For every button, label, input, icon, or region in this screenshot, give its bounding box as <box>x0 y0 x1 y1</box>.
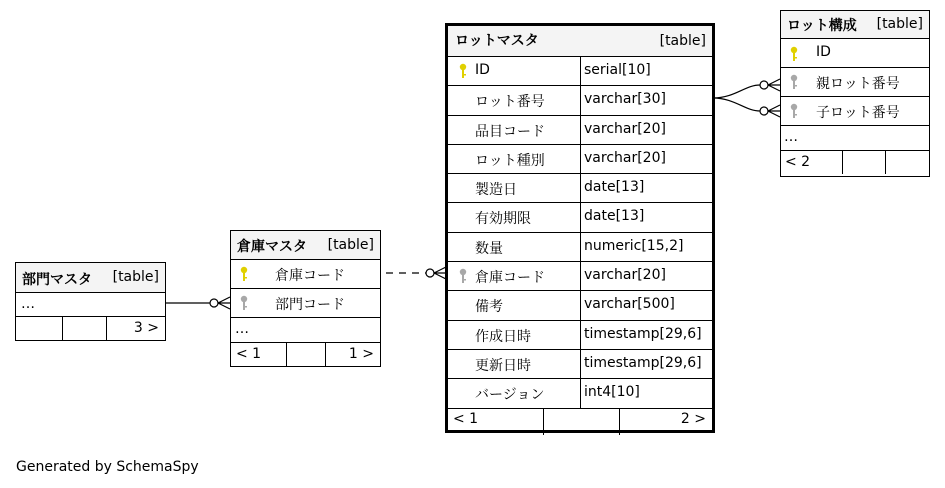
column-divider <box>580 174 581 202</box>
table-row-column[interactable] <box>781 68 929 97</box>
foreign-key-icon <box>239 295 249 311</box>
table-name: ロット構成 <box>787 18 857 34</box>
column-divider <box>580 86 581 114</box>
edge-lot-parent <box>713 85 760 98</box>
column-type: varchar[20] <box>584 149 666 166</box>
table-name: 部門マスタ <box>22 272 92 288</box>
column-type: numeric[15,2] <box>584 237 684 254</box>
column-name: ID <box>475 62 490 78</box>
column-name: 備考 <box>475 299 503 316</box>
table-row-column[interactable] <box>781 97 929 126</box>
edge-lot-child-crow <box>768 105 780 117</box>
footer-divider <box>619 409 620 435</box>
table-footer <box>16 317 165 340</box>
column-type: serial[10] <box>584 62 651 78</box>
footer-parents-count: < 1 <box>453 410 479 427</box>
column-type: int4[10] <box>584 384 640 401</box>
column-name: ロット番号 <box>475 94 545 111</box>
primary-key-icon <box>239 266 249 282</box>
primary-key-icon <box>458 63 468 79</box>
table-name: ロットマスタ <box>455 33 539 49</box>
column-list <box>448 57 712 409</box>
column-type: varchar[500] <box>584 296 675 313</box>
column-name: 親ロット番号 <box>816 76 900 92</box>
column-name: 数量 <box>475 240 503 257</box>
footer-parents-count: < 2 <box>785 154 811 170</box>
column-name: 製造日 <box>475 182 517 199</box>
column-divider <box>580 321 581 349</box>
foreign-key-icon <box>458 268 468 284</box>
table-kind: [table] <box>112 269 159 285</box>
column-divider <box>580 379 581 407</box>
table-footer <box>781 151 929 174</box>
column-divider <box>580 203 581 231</box>
column-name: 有効期限 <box>475 211 531 228</box>
column-divider <box>580 262 581 290</box>
table-row-ellipsis <box>16 293 165 317</box>
ellipsis-text: … <box>784 129 798 145</box>
table-row-ellipsis <box>781 126 929 151</box>
column-name: バージョン <box>475 387 545 404</box>
table-row-ellipsis <box>231 318 380 343</box>
column-type: date[13] <box>584 179 645 196</box>
generated-by-caption: Generated by SchemaSpy <box>16 459 199 475</box>
edge-bumon-souko-zero <box>210 299 218 307</box>
table-kind: [table] <box>327 237 374 253</box>
table-row-column[interactable] <box>448 233 712 262</box>
table-row-column[interactable] <box>448 86 712 115</box>
table-row-column[interactable] <box>448 116 712 145</box>
footer-children-count: 2 > <box>680 410 706 427</box>
footer-divider <box>885 151 886 174</box>
table-row-column[interactable] <box>448 291 712 320</box>
column-type: varchar[20] <box>584 120 666 137</box>
footer-divider <box>842 151 843 174</box>
column-name: 部門コード <box>275 297 345 313</box>
column-divider <box>580 233 581 261</box>
table-row-column[interactable] <box>448 262 712 291</box>
table-name: 倉庫マスタ <box>237 239 307 255</box>
footer-divider <box>286 343 287 366</box>
column-type: varchar[30] <box>584 91 666 108</box>
table-footer <box>448 409 712 435</box>
edge-lot-child <box>713 98 760 111</box>
column-name: 品目コード <box>475 123 545 140</box>
table-row-column[interactable] <box>448 174 712 203</box>
ellipsis-text: … <box>21 296 35 312</box>
column-type: varchar[20] <box>584 267 666 284</box>
footer-divider <box>106 317 107 340</box>
column-name: 倉庫コード <box>475 270 545 287</box>
edge-lot-child-zero <box>760 107 768 115</box>
column-name: ロット種別 <box>475 152 545 169</box>
table-header <box>231 231 380 260</box>
table-kind: [table] <box>659 33 706 49</box>
table-row-column[interactable] <box>231 289 380 318</box>
footer-children-count: 1 > <box>348 346 374 362</box>
table-row-column[interactable] <box>448 203 712 232</box>
column-name: 子ロット番号 <box>816 105 900 121</box>
table-header <box>448 26 712 57</box>
table-row-column[interactable] <box>231 260 380 289</box>
column-type: timestamp[29,6] <box>584 325 702 342</box>
footer-parents-count: < 1 <box>236 346 262 362</box>
table-row-column[interactable] <box>448 57 712 86</box>
footer-children-count: 3 > <box>133 320 159 336</box>
column-name: 更新日時 <box>475 357 531 374</box>
column-divider <box>580 350 581 378</box>
edge-lot-parent-crow <box>768 79 780 91</box>
table-lot-master[interactable] <box>445 23 715 433</box>
column-name: 作成日時 <box>475 328 531 345</box>
foreign-key-icon <box>789 103 799 119</box>
column-divider <box>580 145 581 173</box>
foreign-key-icon <box>789 74 799 90</box>
table-row-column[interactable] <box>448 145 712 174</box>
table-bumon-master[interactable] <box>15 262 166 341</box>
column-name: ID <box>816 44 831 60</box>
footer-divider <box>325 343 326 366</box>
table-row-column[interactable] <box>448 350 712 379</box>
column-divider <box>580 116 581 144</box>
primary-key-icon <box>789 46 799 62</box>
column-divider <box>580 57 581 85</box>
edge-souko-lot-zero <box>426 269 434 277</box>
table-header <box>781 11 929 39</box>
table-souko-master[interactable] <box>230 230 381 367</box>
table-kind: [table] <box>876 16 923 32</box>
edge-bumon-souko-crow <box>218 297 230 309</box>
table-row-column[interactable] <box>448 321 712 350</box>
column-type: timestamp[29,6] <box>584 354 702 371</box>
table-row-column[interactable] <box>781 39 929 68</box>
column-type: date[13] <box>584 208 645 225</box>
column-name: 倉庫コード <box>275 268 345 284</box>
table-header <box>16 263 165 293</box>
table-row-column[interactable] <box>448 379 712 408</box>
ellipsis-text: … <box>235 321 249 337</box>
table-lot-kousei[interactable] <box>780 10 930 177</box>
column-divider <box>580 291 581 319</box>
edge-lot-parent-zero <box>760 81 768 89</box>
footer-divider <box>543 409 544 435</box>
footer-divider <box>62 317 63 340</box>
table-footer <box>231 343 380 366</box>
